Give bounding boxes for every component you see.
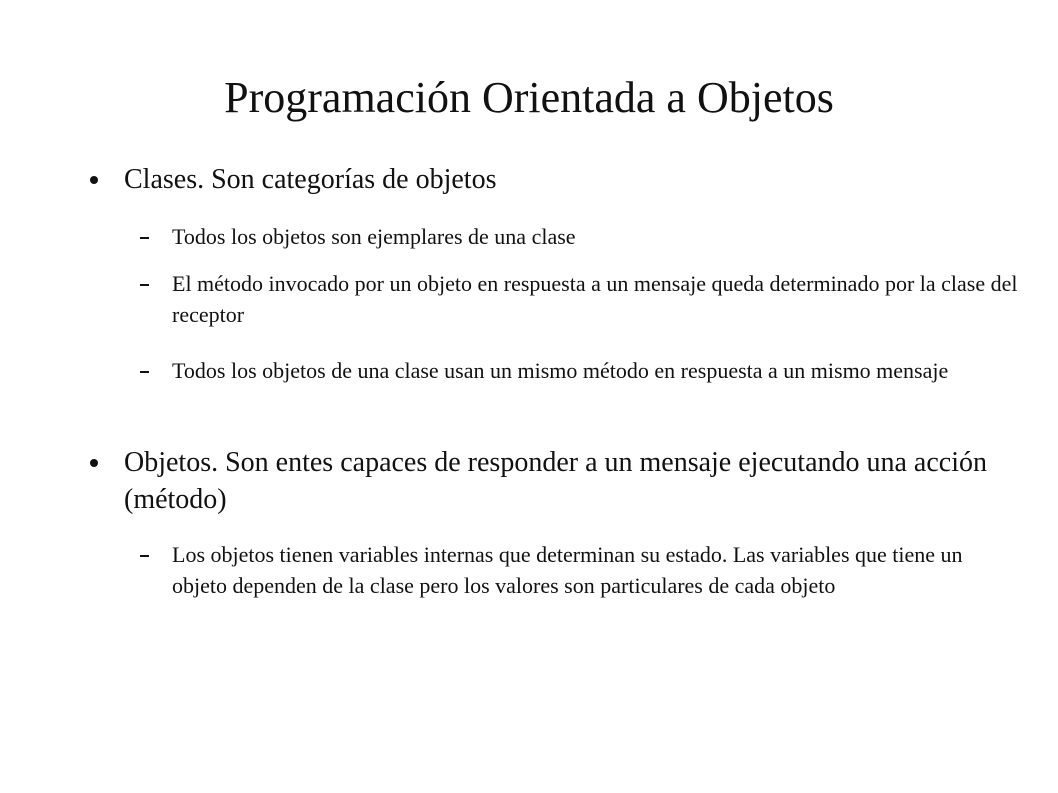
sub-bullet-label: Los objetos tienen variables internas que determinan su estado. Las variables que tiene un objeto dependen de la clase pero los valores son particulares de cada objeto	[172, 542, 963, 598]
sub-bullet-label: El método invocado por un objeto en respuesta a un mensaje queda determinado por la clase del receptor	[172, 271, 1018, 327]
slide-title: Programación Orientada a Objetos	[224, 73, 834, 122]
sub-bullet-label: Todos los objetos de una clase usan un mismo método en respuesta a un mismo mensaje	[172, 358, 949, 383]
bullet-label: Objetos. Son entes capaces de responder a un mensaje ejecutando una acción (método)	[124, 447, 987, 515]
sub-bullet-item	[140, 268, 1022, 330]
bullet-dot-icon	[90, 459, 98, 467]
sub-bullet-item	[140, 355, 1022, 386]
sub-bullet-item	[140, 221, 1022, 252]
bullet-item	[90, 161, 990, 198]
dash-icon	[140, 371, 149, 373]
dash-icon	[140, 555, 149, 557]
dash-icon	[140, 237, 149, 239]
sub-bullet-item	[140, 539, 1022, 601]
bullet-item	[90, 444, 990, 518]
bullet-label: Clases. Son categorías de objetos	[124, 164, 497, 195]
bullet-dot-icon	[90, 176, 98, 184]
bullet-text	[90, 161, 990, 198]
dash-icon	[140, 284, 149, 286]
sub-bullet-label: Todos los objetos son ejemplares de una clase	[172, 224, 576, 249]
bullet-text	[90, 444, 990, 518]
